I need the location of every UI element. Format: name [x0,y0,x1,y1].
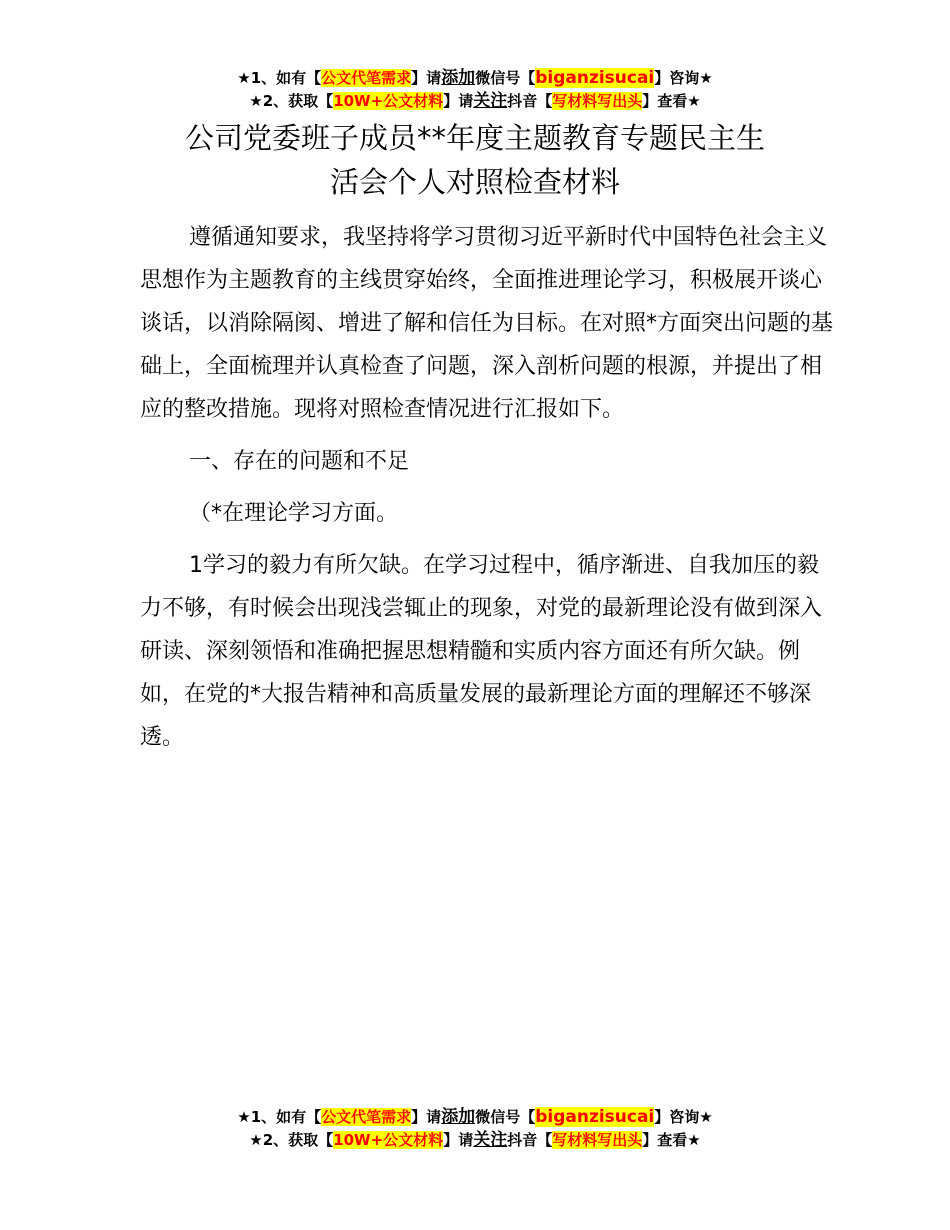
title-line-2: 活会个人对照检查材料 [329,165,620,199]
banner-line-1: ★1、如有【公文代笔需求】请添加微信号【biganzisucai】咨询★ [237,68,713,88]
footer-highlight-materials: 10W+公文材料 [333,1131,444,1149]
section-heading: 一、存在的问题和不足 [189,449,410,474]
footer-highlight-service: 公文代笔需求 [321,1108,412,1126]
highlight-wechat-id: biganzisucai [535,68,655,88]
footer-underline-add: 添加 [441,1107,476,1127]
title-line-1: 公司党委班子成员**年度主题教育专题民主生 [184,121,765,155]
highlight-service: 公文代笔需求 [321,69,412,87]
footer-banner-line-1: ★1、如有【公文代笔需求】请添加微信号【biganzisucai】咨询★ [237,1107,713,1127]
footer-highlight-wechat-id: biganzisucai [535,1107,655,1127]
header-banner [0,67,950,113]
document-title [0,116,950,204]
footer-highlight-douyin-account: 写材料写出头 [552,1131,643,1149]
footer-banner [0,1106,950,1152]
paragraph-item-1: 1学习的毅力有所欠缺。在学习过程中，循序渐进、自我加压的毅力不够，有时候会出现浅尝辄止的现象，对党的最新理论没有做到深入研读、深刻领悟和准确把握思想精髓和实质内容方面还有所欠缺。例如，在党的*大报告精神和高质量发展的最新理论方面的理解还不够深透。 [140,553,823,750]
highlight-materials: 10W+公文材料 [333,92,444,110]
document-body [140,216,835,759]
underline-add: 添加 [441,68,476,88]
subsection-heading: （*在理论学习方面。 [189,501,399,526]
footer-banner-line-2: ★2、获取【10W+公文材料】请关注抖音【写材料写出头】查看★ [249,1130,701,1150]
banner-line-2: ★2、获取【10W+公文材料】请关注抖音【写材料写出头】查看★ [249,91,701,111]
highlight-douyin-account: 写材料写出头 [552,92,643,110]
footer-underline-follow: 关注 [473,1130,508,1150]
underline-follow: 关注 [473,91,508,111]
paragraph-intro: 遵循通知要求，我坚持将学习贯彻习近平新时代中国特色社会主义思想作为主题教育的主线贯穿始终，全面推进理论学习，积极展开谈心谈话，以消除隔阂、增进了解和信任为目标。在对照*方面突出问题的基础上，全面梳理并认真检查了问题，深入剖析问题的根源，并提出了相应的整改措施。现将对照检查情况进行汇报如下。 [140,225,834,422]
